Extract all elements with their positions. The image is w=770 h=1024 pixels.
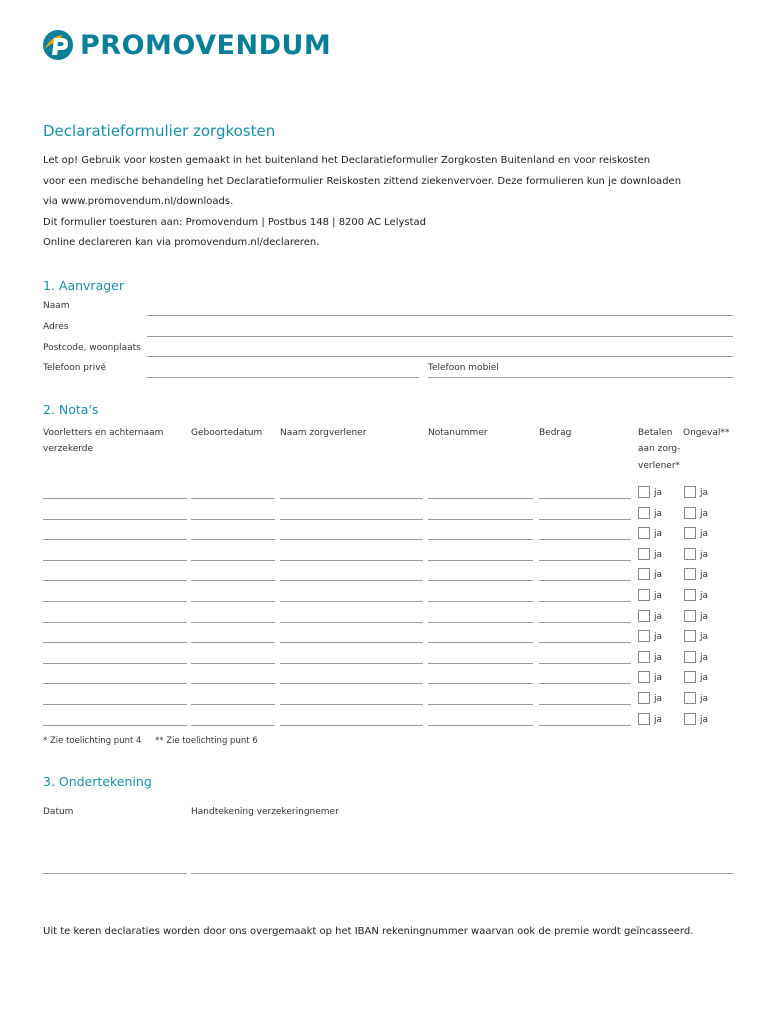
naam-label: Naam	[43, 301, 70, 311]
betalen-checkbox[interactable]	[638, 692, 650, 704]
telefoon-prive-label: Telefoon privé	[43, 363, 107, 373]
betalen-ja-label: ja	[654, 591, 663, 601]
ongeval-checkbox[interactable]	[684, 589, 696, 601]
bedrag-field[interactable]	[539, 725, 631, 726]
voorletters-field[interactable]	[43, 725, 187, 726]
section-notas-heading: 2. Nota's	[43, 402, 99, 417]
intro-line-1: Let op! Gebruik voor kosten gemaakt in het buitenland het Declaratieformulier Zorgkosten Buitenland en voor reiskosten	[43, 155, 651, 166]
geboortedatum-field[interactable]	[191, 580, 275, 581]
ongeval-ja-label: ja	[700, 591, 709, 601]
voorletters-field[interactable]	[43, 498, 187, 499]
ongeval-checkbox[interactable]	[684, 692, 696, 704]
footnote-2: ** Zie toelichting punt 6	[155, 736, 258, 746]
betalen-checkbox[interactable]	[638, 568, 650, 580]
ongeval-checkbox[interactable]	[684, 486, 696, 498]
betalen-checkbox[interactable]	[638, 589, 650, 601]
betalen-checkbox[interactable]	[638, 548, 650, 560]
geboortedatum-field[interactable]	[191, 498, 275, 499]
ongeval-ja-label: ja	[700, 673, 709, 683]
section-aanvrager-heading: 1. Aanvrager	[43, 278, 124, 293]
zorgverlener-field[interactable]	[280, 580, 423, 581]
betalen-checkbox[interactable]	[638, 507, 650, 519]
betalen-ja-label: ja	[654, 673, 663, 683]
col-betalen-label-3: verlener*	[638, 461, 681, 471]
betalen-ja-label: ja	[654, 570, 663, 580]
ongeval-ja-label: ja	[700, 570, 709, 580]
ongeval-ja-label: ja	[700, 715, 709, 725]
voorletters-field[interactable]	[43, 560, 187, 561]
notanummer-field[interactable]	[428, 539, 533, 540]
zorgverlener-field[interactable]	[280, 704, 423, 705]
betalen-checkbox[interactable]	[638, 527, 650, 539]
brand-name: PROMOVENDUM	[80, 29, 332, 61]
betalen-ja-label: ja	[654, 715, 663, 725]
col-voorletters-label: Voorletters en achternaam	[43, 428, 164, 438]
ongeval-ja-label: ja	[700, 550, 709, 560]
online-declare-note: Online declareren kan via promovendum.nl/declareren.	[43, 237, 320, 248]
voorletters-field[interactable]	[43, 663, 187, 664]
bedrag-field[interactable]	[539, 560, 631, 561]
col-geboortedatum-label: Geboortedatum	[191, 428, 263, 438]
geboortedatum-field[interactable]	[191, 539, 275, 540]
voorletters-field[interactable]	[43, 539, 187, 540]
ongeval-ja-label: ja	[700, 653, 709, 663]
bedrag-field[interactable]	[539, 601, 631, 602]
notanummer-field[interactable]	[428, 704, 533, 705]
col-zorgverlener-label: Naam zorgverlener	[280, 428, 367, 438]
ongeval-ja-label: ja	[700, 612, 709, 622]
geboortedatum-field[interactable]	[191, 663, 275, 664]
betalen-checkbox[interactable]	[638, 610, 650, 622]
ongeval-ja-label: ja	[700, 694, 709, 704]
footnote-1: * Zie toelichting punt 4	[43, 736, 142, 746]
col-verzekerde-label: verzekerde	[43, 444, 94, 454]
voorletters-field[interactable]	[43, 622, 187, 623]
promovendum-logo	[42, 28, 331, 62]
betalen-ja-label: ja	[654, 488, 663, 498]
ongeval-checkbox[interactable]	[684, 713, 696, 725]
ongeval-checkbox[interactable]	[684, 651, 696, 663]
bedrag-field[interactable]	[539, 498, 631, 499]
datum-label: Datum	[43, 807, 74, 817]
notanummer-field[interactable]	[428, 601, 533, 602]
betalen-ja-label: ja	[654, 612, 663, 622]
notanummer-field[interactable]	[428, 663, 533, 664]
ongeval-ja-label: ja	[700, 529, 709, 539]
datum-field[interactable]	[43, 873, 187, 874]
zorgverlener-field[interactable]	[280, 725, 423, 726]
notanummer-field[interactable]	[428, 498, 533, 499]
betalen-checkbox[interactable]	[638, 713, 650, 725]
betalen-ja-label: ja	[654, 694, 663, 704]
ongeval-ja-label: ja	[700, 632, 709, 642]
handtekening-field[interactable]	[191, 873, 733, 874]
notanummer-field[interactable]	[428, 560, 533, 561]
betalen-ja-label: ja	[654, 632, 663, 642]
voorletters-field[interactable]	[43, 704, 187, 705]
ongeval-checkbox[interactable]	[684, 507, 696, 519]
zorgverlener-field[interactable]	[280, 683, 423, 684]
betalen-checkbox[interactable]	[638, 651, 650, 663]
voorletters-field[interactable]	[43, 683, 187, 684]
zorgverlener-field[interactable]	[280, 601, 423, 602]
betalen-checkbox[interactable]	[638, 486, 650, 498]
telefoon-mobiel-label: Telefoon mobiel	[428, 363, 499, 373]
geboortedatum-field[interactable]	[191, 683, 275, 684]
zorgverlener-field[interactable]	[280, 622, 423, 623]
voorletters-field[interactable]	[43, 601, 187, 602]
ongeval-checkbox[interactable]	[684, 548, 696, 560]
notanummer-field[interactable]	[428, 622, 533, 623]
handtekening-label: Handtekening verzekeringnemer	[191, 807, 339, 817]
telefoon-mobiel-field[interactable]	[428, 377, 733, 378]
naam-field[interactable]	[147, 315, 733, 316]
voorletters-field[interactable]	[43, 519, 187, 520]
betalen-ja-label: ja	[654, 529, 663, 539]
ongeval-checkbox[interactable]	[684, 527, 696, 539]
zorgverlener-field[interactable]	[280, 519, 423, 520]
betalen-checkbox[interactable]	[638, 671, 650, 683]
geboortedatum-field[interactable]	[191, 519, 275, 520]
betalen-ja-label: ja	[654, 509, 663, 519]
send-address: Dit formulier toesturen aan: Promovendum | Postbus 148 | 8200 AC Lelystad	[43, 217, 426, 228]
zorgverlener-field[interactable]	[280, 539, 423, 540]
section-ondertekening-heading: 3. Ondertekening	[43, 774, 152, 789]
col-notanummer-label: Notanummer	[428, 428, 488, 438]
ongeval-checkbox[interactable]	[684, 610, 696, 622]
col-betalen-label-2: aan zorg-	[638, 444, 681, 454]
geboortedatum-field[interactable]	[191, 601, 275, 602]
voorletters-field[interactable]	[43, 642, 187, 643]
zorgverlener-field[interactable]	[280, 560, 423, 561]
bedrag-field[interactable]	[539, 622, 631, 623]
bedrag-field[interactable]	[539, 642, 631, 643]
col-bedrag-label: Bedrag	[539, 428, 572, 438]
notanummer-field[interactable]	[428, 725, 533, 726]
promovendum-logo-icon	[42, 29, 74, 61]
postcode-field[interactable]	[147, 356, 733, 357]
ongeval-ja-label: ja	[700, 488, 709, 498]
ongeval-checkbox[interactable]	[684, 568, 696, 580]
col-betalen-label: Betalen	[638, 428, 673, 438]
geboortedatum-field[interactable]	[191, 704, 275, 705]
ongeval-checkbox[interactable]	[684, 630, 696, 642]
postcode-label: Postcode, woonplaats	[43, 343, 141, 353]
adres-field[interactable]	[147, 336, 733, 337]
notanummer-field[interactable]	[428, 519, 533, 520]
geboortedatum-field[interactable]	[191, 642, 275, 643]
telefoon-prive-field[interactable]	[147, 377, 419, 378]
ongeval-checkbox[interactable]	[684, 671, 696, 683]
bedrag-field[interactable]	[539, 539, 631, 540]
ongeval-ja-label: ja	[700, 509, 709, 519]
notanummer-field[interactable]	[428, 580, 533, 581]
geboortedatum-field[interactable]	[191, 622, 275, 623]
intro-line-3: via www.promovendum.nl/downloads.	[43, 196, 234, 207]
zorgverlener-field[interactable]	[280, 498, 423, 499]
intro-line-2: voor een medische behandeling het Declaratieformulier Reiskosten zittend ziekenvervoer. Deze formulieren kun je downloaden	[43, 176, 682, 187]
notanummer-field[interactable]	[428, 683, 533, 684]
notanummer-field[interactable]	[428, 642, 533, 643]
bedrag-field[interactable]	[539, 663, 631, 664]
betalen-ja-label: ja	[654, 653, 663, 663]
bedrag-field[interactable]	[539, 704, 631, 705]
betalen-ja-label: ja	[654, 550, 663, 560]
geboortedatum-field[interactable]	[191, 560, 275, 561]
footer-note: Uit te keren declaraties worden door ons overgemaakt op het IBAN rekeningnummer waarvan ook de premie wordt geïncasseerd.	[43, 926, 694, 937]
voorletters-field[interactable]	[43, 580, 187, 581]
col-ongeval-label: Ongeval**	[683, 428, 730, 438]
betalen-checkbox[interactable]	[638, 630, 650, 642]
bedrag-field[interactable]	[539, 519, 631, 520]
bedrag-field[interactable]	[539, 683, 631, 684]
bedrag-field[interactable]	[539, 580, 631, 581]
adres-label: Adres	[43, 322, 69, 332]
page-title: Declaratieformulier zorgkosten	[43, 122, 276, 140]
zorgverlener-field[interactable]	[280, 663, 423, 664]
geboortedatum-field[interactable]	[191, 725, 275, 726]
zorgverlener-field[interactable]	[280, 642, 423, 643]
